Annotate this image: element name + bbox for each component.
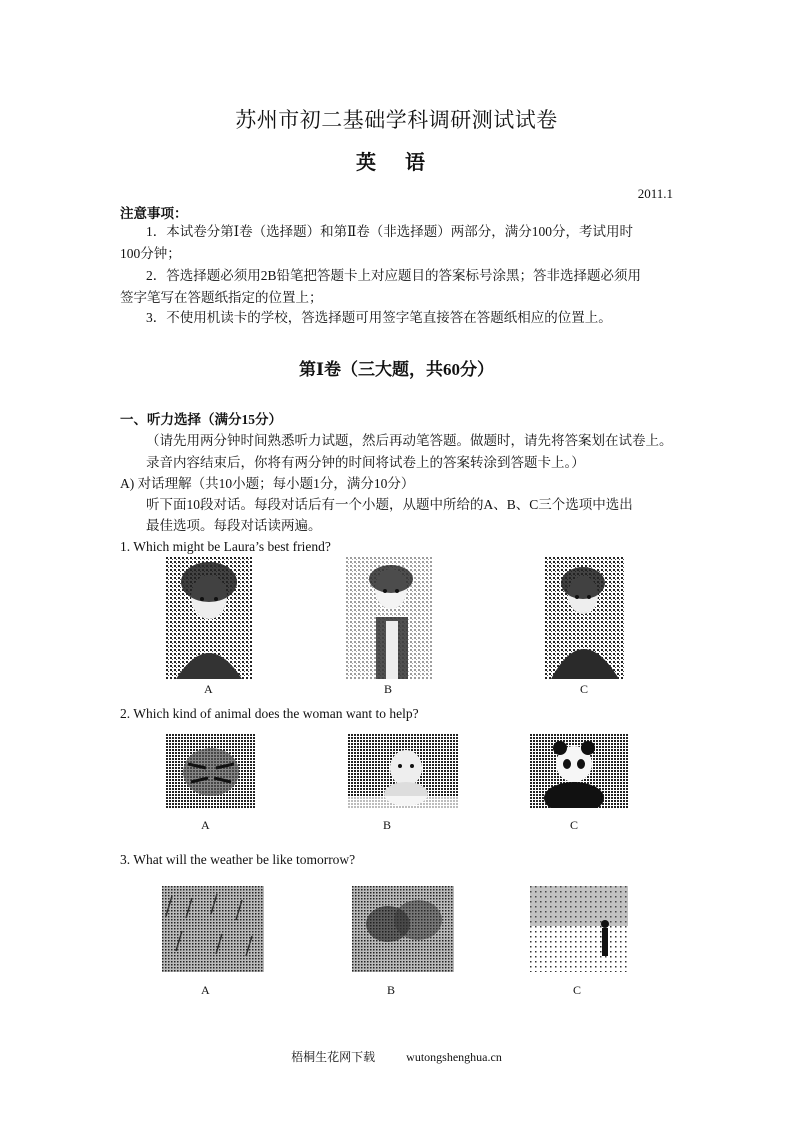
option-b-label: B [384,682,393,696]
option-c-label: C [573,983,582,997]
option-c-girl-image [545,557,625,679]
option-c-panda-image [530,734,628,808]
option-a-label: A [204,682,213,696]
question-3: 3. What will the weather be like tomorrow? [120,852,356,867]
notice-heading: 注意事项： [120,206,188,221]
exam-date: 2011.1 [637,186,673,201]
question-1: 1. Which might be Laura’s best friend? [120,539,331,554]
option-a-rain-image [162,886,264,972]
notice-item-2-cont: 签字笔写在答题纸指定的位置上； [120,290,323,305]
option-b-label: B [387,983,396,997]
section-heading: 一、听力选择（满分15分） [120,412,282,427]
notice-item-3: 3．不使用机读卡的学校，答选择题可用签字笔直接答在答题纸相应的位置上。 [146,310,612,325]
option-a-tiger-image [166,734,256,808]
option-a-label: A [201,818,210,832]
part-one-title: 第Ⅰ卷（三大题，共60分） [299,360,494,379]
option-b-dog-image [348,734,458,808]
option-c-label: C [570,818,579,832]
footer-site-url: wutongshenghua.cn [406,1050,502,1064]
sub-section-a-line-1: 听下面10段对话。每段对话后有一个小题，从题中所给的A、B、C三个选项中选出 [146,497,633,512]
option-b-girl-image [346,557,432,679]
option-b-label: B [383,818,392,832]
notice-item-1-cont: 100分钟； [120,246,181,261]
option-c-label: C [580,682,589,696]
notice-item-1: 1．本试卷分第Ⅰ卷（选择题）和第Ⅱ卷（非选择题）两部分，满分100分，考试用时 [146,224,634,239]
footer-site-name: 梧桐生花网下载 [291,1050,376,1064]
section-intro-line-1: （请先用两分钟时间熟悉听力试题，然后再动笔答题。做题时，请先将答案划在试卷上。 [146,433,673,448]
option-b-cloudy-image [352,886,454,972]
section-intro-line-2: 录音内容结束后，你将有两分钟的时间将试卷上的答案转涂到答题卡上。） [146,455,585,470]
sub-section-a-line-2: 最佳选项。每段对话读两遍。 [146,518,322,533]
sub-section-a: A) 对话理解（共10小题；每小题1分，满分10分） [120,476,415,491]
question-2: 2. Which kind of animal does the woman want to help? [120,706,419,721]
exam-subject: 英 语 [356,152,437,174]
option-a-girl-image [166,557,252,679]
notice-item-2: 2．答选择题必须用2B铅笔把答题卡上对应题目的答案标号涂黑；答非选择题必须用 [146,268,642,283]
option-a-label: A [201,983,210,997]
option-c-snow-image [530,886,628,972]
exam-title: 苏州市初二基础学科调研测试试卷 [235,108,558,132]
page-footer [0,1048,793,1065]
